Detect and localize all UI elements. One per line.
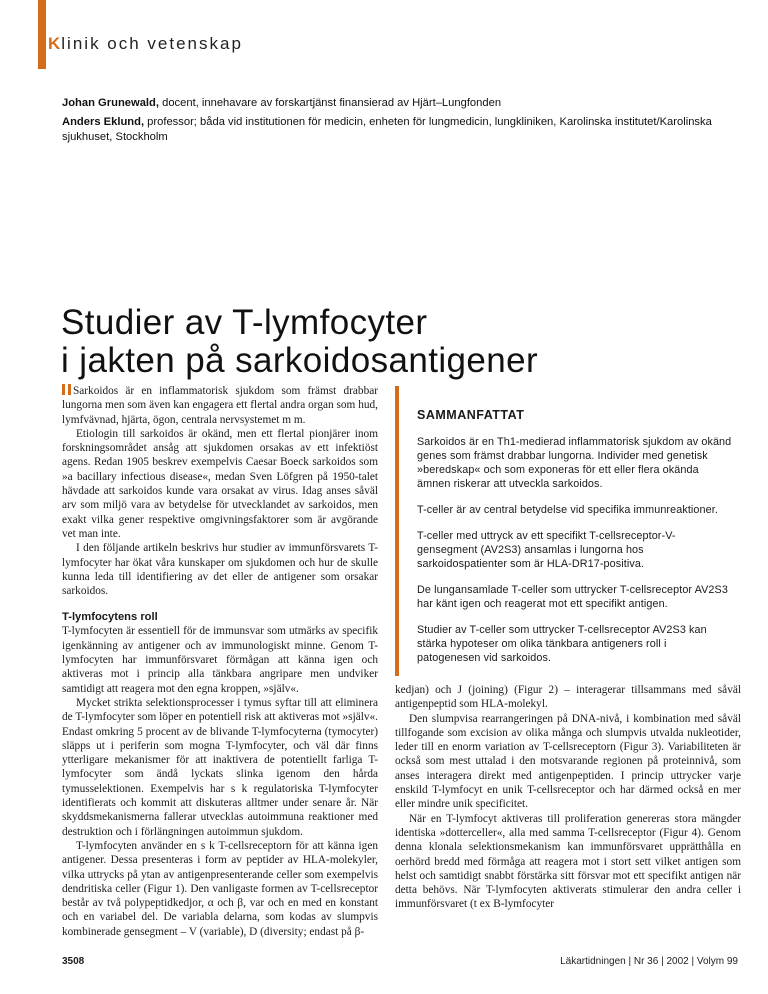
summary-accent-bar xyxy=(395,386,399,676)
lead-mark-icon xyxy=(62,384,71,395)
section-label xyxy=(48,34,243,54)
section-accent-bar xyxy=(38,0,46,69)
summary-point: De lungansamlade T-celler som uttrycker T-cellsreceptor AV2S3 har känt igen och reagerat mot ett specifikt antigen. xyxy=(417,584,728,610)
body-paragraph: Etiologin till sarkoidos är okänd, men ett flertal pionjärer inom forskningsområdet ansåg att sjukdomen orsakas av ett infektiöst agens. Redan 1905 beskrev exempelvis Caesar Boeck sarkoidos som »a bacillary infectious disease«, medan Sven Löfgren på 1950-talet hävdade att sarkoidos kunde vara orsakat av virus. Idag anses såväl arv som miljö vara av betydelse för utvecklandet av sarkoidos, men exakt vilka gener respektive omgivningsfaktorer som är avgörande vet man inte. xyxy=(62,427,378,540)
author-affiliation: docent, innehavare av forskartjänst finansierad av Hjärt–Lungfonden xyxy=(158,97,502,109)
body-column-right xyxy=(395,683,741,912)
body-paragraph: kedjan) och J (joining) (Figur 2) – interagerar tillsammans med såväl antigenpeptid som HLA-molekyl. xyxy=(395,684,741,711)
lead-paragraph xyxy=(62,384,378,427)
summary-point: T-celler med uttryck av ett specifikt T-cellsreceptor-V-gensegment (AV2S3) ansamlas i lungorna hos sarkoidospatienter som är HLA-DR17-positiva. xyxy=(417,530,676,570)
summary-point: Studier av T-celler som uttrycker T-cellsreceptor AV2S3 kan stärka hypoteser om olika tänkbara antigeners roll i patogenesen vid sarkoidos. xyxy=(417,624,707,664)
author-affiliation: professor; båda vid institutionen för medicin, enheten för lungmedicin, lungkliniken, Karolinska institutet/Karolinska sjukhuset, Stockholm xyxy=(62,116,712,143)
author-name: Anders Eklund, xyxy=(62,116,145,128)
body-paragraph: Den slumpvisa rearrangeringen på DNA-nivå, i kombination med såväl tillfogande som excision av olika många och slumpvis utvalda nukleotider, leder till en enorm variation av T-cellsreceptorn (Figur 3). Variabiliteten är också som mest uttalad i den motsvarande regionen på proteinnivå, som anses interagera direkt med antigenpeptiden. I princip uttrycker varje enskild T-lymfocyt en unik T-cellsreceptor och har därmed också en mer eller mindre unik specificitet. xyxy=(395,712,741,811)
summary-title: SAMMANFATTAT xyxy=(417,408,525,422)
journal-footer: Läkartidningen | Nr 36 | 2002 | Volym 99 xyxy=(560,956,738,967)
summary-content xyxy=(417,408,733,677)
article-title-line-1: Studier av T-lymfocyter xyxy=(61,303,428,342)
author-line xyxy=(62,115,742,145)
section-label-rest: linik och vetenskap xyxy=(61,34,243,53)
body-paragraph: I den följande artikeln beskrivs hur studier av immunförsvarets T-lymfocyter har ökat våra kunskaper om sjukdomen och hur de skulle kunna leda till identifiering av det eller de antigener som orsakar sarkoidos. xyxy=(62,542,378,598)
body-paragraph: T-lymfocyten är essentiell för de immunsvar som utmärks av specifik igenkänning av antigener och av immunologiskt minne. Genom T-lymfocyten har immunförsvaret förmågan att känna igen och aktiveras mot i princip alla tänkbara angripare men undviker samtidigt att reagera mot den egna kroppen, »själv«. xyxy=(62,625,378,695)
body-paragraph: Mycket strikta selektionsprocesser i tymus syftar till att eliminera de T-lymfocyter som löper en potentiell risk att aktiveras mot »själv«. Endast omkring 5 procent av de blivande T-lymfocyterna (tymocyter) släpps ut i periferin som mogna T-lymfocyter, och väl där finns ytterligare mekanismer för att inaktivera de potentiellt farliga T-lymfocyter som ändå lyckats slinka igenom den hårda tymusselektionen. Exempelvis har s k regulatoriska T-lymfocyter identifierats och kommit att diskuteras alltmer under senare år. När skyddsmekanismerna fallerar utvecklas autoimmuna reaktioner med destruktion och i förlängningen autoimmun sjukdom. xyxy=(62,696,378,838)
section-label-initial: K xyxy=(48,34,62,53)
body-paragraph: T-lymfocyten använder en s k T-cellsreceptorn för att känna igen antigener. Dessa presenteras i form av peptider av HLA-molekyler, vilka uttrycks på ytan av antigenpresenterande celler som exempelvis dendritiska celler (Figur 1). Den vanligaste formen av T-cellsreceptor består av två polypeptidkedjor, α och β, var och en med en konstant och en variabel del. De variabla delarna, som kodas av slumpvis kombinerade gensegment – V (variable), D (diversity; endast på β- xyxy=(62,839,378,938)
summary-box xyxy=(395,386,741,676)
article-title xyxy=(61,304,741,380)
summary-point: T-celler är av central betydelse vid specifika immunreaktioner. xyxy=(417,504,718,516)
lead-text: Sarkoidos är en inflammatorisk sjukdom som främst drabbar lungorna men som även kan engagera ett flertal andra organ som hud, lymfvävnad, hjärta, ögon, centrala nervsystemet m m. xyxy=(62,385,378,426)
author-block xyxy=(62,96,742,149)
author-line xyxy=(62,96,742,111)
summary-point: Sarkoidos är en Th1-medierad inflammatorisk sjukdom av okänd genes som främst drabbar lungorna. Individer med genetisk »beredskap« och som exponeras för ett eller flera okända ämnen riskerar att utveckla sarkoidos. xyxy=(417,436,732,490)
author-name: Johan Grunewald, xyxy=(62,97,159,109)
page-number: 3508 xyxy=(62,956,85,967)
section-subheading: T-lymfocytens roll xyxy=(62,611,158,624)
article-title-line-2: i jakten på sarkoidosantigener xyxy=(61,341,539,380)
body-column-left xyxy=(62,384,378,939)
body-paragraph: När en T-lymfocyt aktiveras till proliferation genereras stora mängder identiska »dotterceller«, alla med samma T-cellsreceptor (Figur 4). Genom denna klonala selektionsmekanism kan immunförsvaret upprätthålla en oerhörd bredd med förmåga att reagera mot i stort sett vilket antigen som helst och samtidigt snabbt förstärka sitt försvar mot ett specifikt antigen när detta behövs. När T-lymfocyten aktiverats stimulerar den andra celler i immunförsvaret (t ex B-lymfocyter xyxy=(395,812,741,911)
